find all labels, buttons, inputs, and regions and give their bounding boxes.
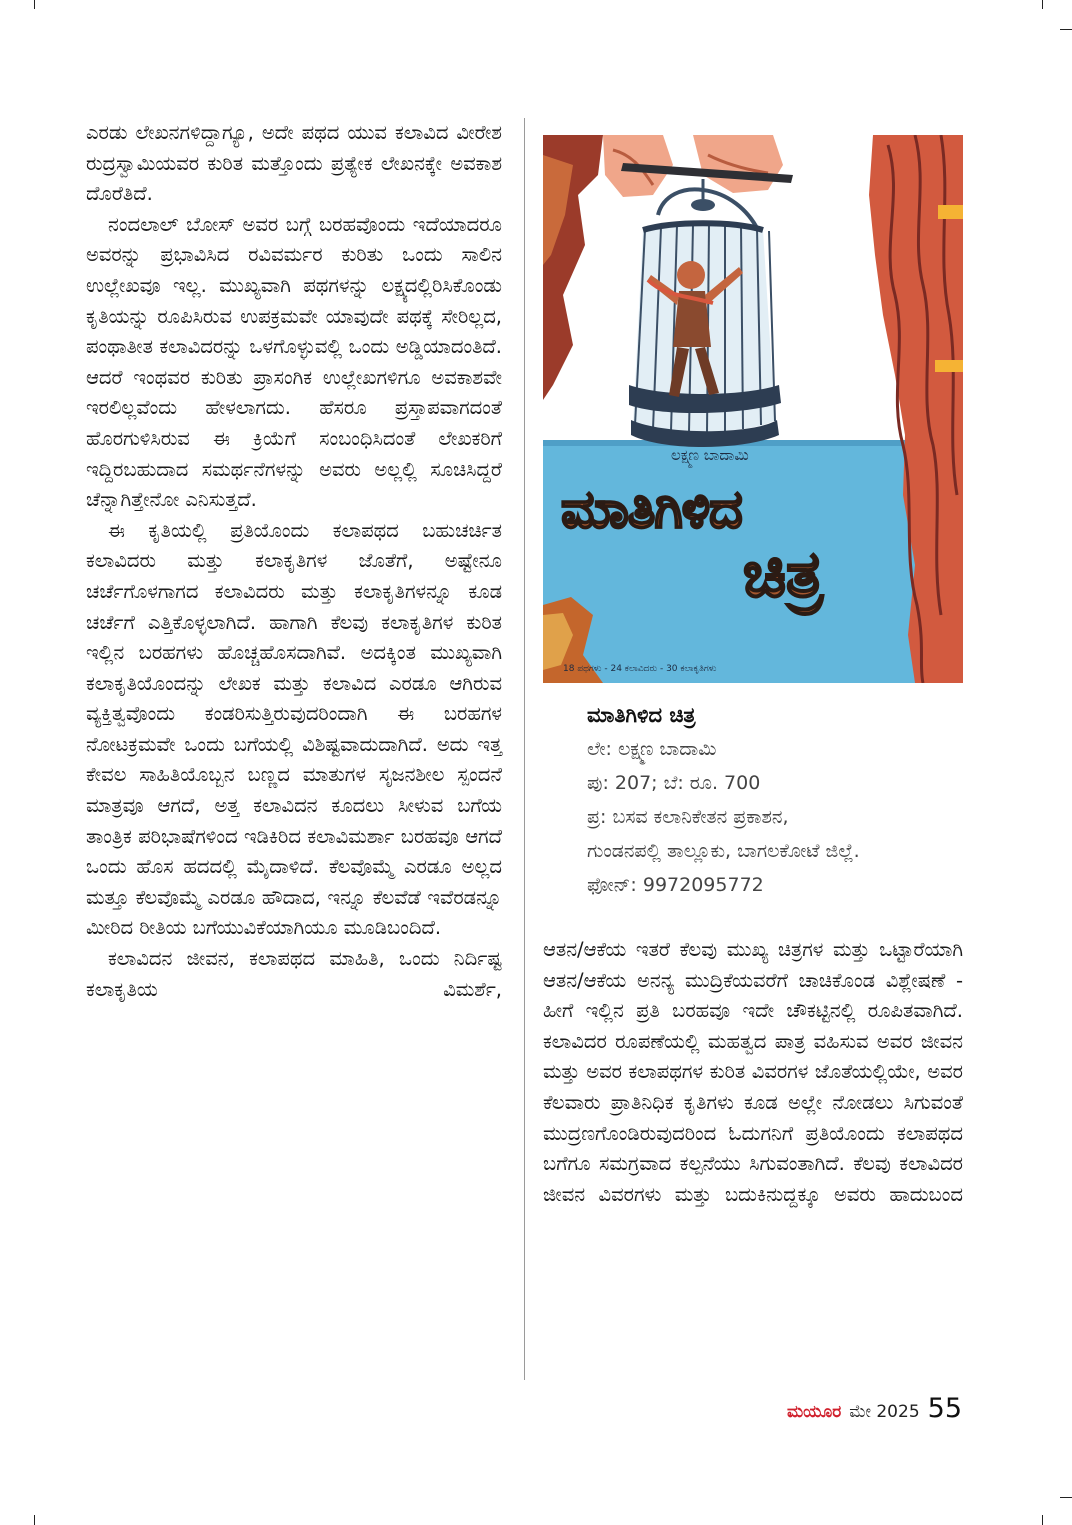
book-author: ಲೇ: ಲಕ್ಷ್ಮಣ ಬಾದಾಮಿ: [587, 738, 717, 760]
book-title: ಮಾತಿಗಿಳಿದ ಚಿತ್ರ: [587, 703, 696, 727]
crop-mark-top-left: [34, 0, 35, 9]
column-divider: [524, 118, 525, 1380]
paragraph: ನಂದಲಾಲ್ ಬೋಸ್ ಅವರ ಬಗ್ಗೆ ಬರಹವೊಂದು ಇದೆಯಾದರೂ ಅವರನ್ನು ಪ್ರಭಾವಿಸಿದ ರವಿವರ್ಮರ ಕುರಿತು ಒಂದು ಸಾಲಿನ ಉಲ್ಲೇಖವೂ ಇಲ್ಲ. ಮುಖ್ಯವಾಗಿ ಪಥಗಳನ್ನು ಲಕ್ಷ್ಯದಲ್ಲಿರಿಸಿಕೊಂಡು ಕೃತಿಯನ್ನು ರೂಪಿಸಿರುವ ಉಪಕ್ರಮವೇ ಯಾವುದೇ ಪಥಕ್ಕೆ ಸೇರಿಲ್ಲದ, ಪಂಥಾತೀತ ಕಲಾವಿದರನ್ನು ಒಳಗೊಳ್ಳುವಲ್ಲಿ ಒಂದು ಅಡ್ಡಿಯಾದಂತಿದೆ. ಆದರೆ ಇಂಥವರ ಕುರಿತು ಪ್ರಾಸಂಗಿಕ ಉಲ್ಲೇಖಗಳಿಗೂ ಅವಕಾಶವೇ ಇರಲಿಲ್ಲವೆಂದು ಹೇಳಲಾಗದು. ಹೆಸರೂ ಪ್ರಸ್ತಾಪವಾಗದಂತೆ ಹೊರಗುಳಿಸಿರುವ ಈ ಕ್ರಿಯೆಗೆ ಸಂಬಂಧಿಸಿದಂತೆ ಲೇಖಕರಿಗೆ ಇದ್ದಿರಬಹುದಾದ ಸಮರ್ಥನೆಗಳನ್ನು ಅವರು ಅಲ್ಲಲ್ಲಿ ಸೂಚಿಸಿದ್ದರೆ ಚೆನ್ನಾಗಿತ್ತೇನೋ ಎನಿಸುತ್ತದೆ.: [86, 212, 502, 512]
crop-mark-bottom-left: [34, 1515, 35, 1525]
book-pages-price: ಪು: 207; ಬೆ: ರೂ. 700: [587, 772, 761, 794]
crop-mark-right-lower: [1060, 1497, 1072, 1498]
book-address: ಗುಂಡನಪಲ್ಲಿ ತಾಲ್ಲೂಕು, ಬಾಗಲಕೋಟೆ ಜಿಲ್ಲೆ.: [587, 840, 860, 862]
book-phone: ಫೋನ್: 9972095772: [587, 874, 764, 896]
article-left-column: [86, 118, 502, 1005]
paragraph: ಆತನ/ಆಕೆಯ ಇತರೆ ಕೆಲವು ಮುಖ್ಯ ಚಿತ್ರಗಳ ಮತ್ತು ಒಟ್ಟಾರೆಯಾಗಿ ಆತನ/ಆಕೆಯ ಅನನ್ಯ ಮುದ್ರಿಕೆಯವರೆಗೆ ಚಾಚಿಕೊಂಡ ವಿಶ್ಲೇಷಣೆ - ಹೀಗೆ ಇಲ್ಲಿನ ಪ್ರತಿ ಬರಹವೂ ಇದೇ ಚೌಕಟ್ಟಿನಲ್ಲಿ ರೂಪಿತವಾಗಿದೆ. ಕಲಾವಿದರ ರೂಪಣೆಯಲ್ಲಿ ಮಹತ್ವದ ಪಾತ್ರ ವಹಿಸುವ ಅವರ ಜೀವನ ಮತ್ತು ಅವರ ಕಲಾಪಥಗಳ ಕುರಿತ ವಿವರಗಳ ಜೊತೆಯಲ್ಲಿಯೇ, ಅವರ ಕೆಲವಾರು ಪ್ರಾತಿನಿಧಿಕ ಕೃತಿಗಳು ಕೂಡ ಅಲ್ಲೇ ನೋಡಲು ಸಿಗುವಂತೆ ಮುದ್ರಣಗೊಂಡಿರುವುದರಿಂದ ಓದುಗನಿಗೆ ಪ್ರತಿಯೊಂದು ಕಲಾಪಥದ ಬಗೆಗೂ ಸಮಗ್ರವಾದ ಕಲ್ಪನೆಯು ಸಿಗುವಂತಾಗಿದೆ. ಕೆಲವು ಕಲಾವಿದರ ಜೀವನ ವಿವರಗಳು ಮತ್ತು ಬದುಕಿನುದ್ದಕ್ಕೂ ಅವರು ಹಾದುಬಂದ: [543, 938, 963, 1206]
paragraph: ಎರಡು ಲೇಖನಗಳಿದ್ದಾಗ್ಯೂ, ಅದೇ ಪಥದ ಯುವ ಕಲಾವಿದ ವೀರೇಶ ರುದ್ರಸ್ವಾಮಿಯವರ ಕುರಿತ ಮತ್ತೊಂದು ಪ್ರತ್ಯೇಕ ಲೇಖನಕ್ಕೇ ಅವಕಾಶ ದೊರೆತಿದೆ.: [86, 121, 502, 206]
paragraph: ಈ ಕೃತಿಯಲ್ಲಿ ಪ್ರತಿಯೊಂದು ಕಲಾಪಥದ ಬಹುಚರ್ಚಿತ ಕಲಾವಿದರು ಮತ್ತು ಕಲಾಕೃತಿಗಳ ಜೊತೆಗೆ, ಅಷ್ಟೇನೂ ಚರ್ಚೆಗೊಳಗಾಗದ ಕಲಾವಿದರು ಮತ್ತು ಕಲಾಕೃತಿಗಳನ್ನೂ ಕೂಡ ಚರ್ಚೆಗೆ ಎತ್ತಿಕೊಳ್ಳಲಾಗಿದೆ. ಹಾಗಾಗಿ ಕೆಲವು ಕಲಾಕೃತಿಗಳ ಕುರಿತ ಇಲ್ಲಿನ ಬರಹಗಳು ಹೊಚ್ಚಹೊಸದಾಗಿವೆ. ಅದಕ್ಕಿಂತ ಮುಖ್ಯವಾಗಿ ಕಲಾಕೃತಿಯೊಂದನ್ನು ಲೇಖಕ ಮತ್ತು ಕಲಾವಿದ ಎರಡೂ ಆಗಿರುವ ವ್ಯಕ್ತಿತ್ವವೊಂದು ಕಂಡರಿಸುತ್ತಿರುವುದರಿಂದಾಗಿ ಈ ಬರಹಗಳ ನೋಟಕ್ರಮವೇ ಒಂದು ಬಗೆಯಲ್ಲಿ ವಿಶಿಷ್ಟವಾದುದಾಗಿದೆ. ಅದು ಇತ್ತ ಕೇವಲ ಸಾಹಿತಿಯೊಬ್ಬನ ಬಣ್ಣದ ಮಾತುಗಳ ಸೃಜನಶೀಲ ಸ್ಪಂದನೆ ಮಾತ್ರವೂ ಆಗದೆ, ಅತ್ತ ಕಲಾವಿದನ ಕೂದಲು ಸೀಳುವ ಬಗೆಯ ತಾಂತ್ರಿಕ ಪರಿಭಾಷೆಗಳಿಂದ ಇಡಿಕಿರಿದ ಕಲಾವಿಮರ್ಶಾ ಬರಹವೂ ಆಗದೆ ಒಂದು ಹೊಸ ಹದದಲ್ಲಿ ಮೈದಾಳಿದೆ. ಕೆಲವೊಮ್ಮೆ ಎರಡೂ ಅಲ್ಲದ ಮತ್ತೂ ಕೆಲವೊಮ್ಮೆ ಎರಡೂ ಹೌದಾದ, ಇನ್ನೂ ಕೆಲವೆಡೆ ಇವೆರಡನ್ನೂ ಮೀರಿದ ರೀತಿಯ ಬಗೆಯುವಿಕೆಯಾಗಿಯೂ ಮೂಡಿಬಂದಿದೆ.: [86, 518, 502, 940]
cover-title-block: [543, 480, 963, 610]
crop-mark-bottom-right: [1042, 1515, 1043, 1525]
book-publisher: ಪ್ರ: ಬಸವ ಕಲಾನಿಕೇತನ ಪ್ರಕಾಶನ,: [587, 806, 789, 828]
book-details: [587, 700, 987, 902]
crop-mark-right-upper: [1060, 29, 1072, 30]
cover-tagline: 18 ಪಥಗಳು - 24 ಕಲಾವಿದರು - 30 ಕಲಾಕೃತಿಗಳು: [563, 664, 717, 674]
cover-title-word-2: ಚಿತ್ರ: [743, 538, 823, 612]
paragraph: ಕಲಾವಿದನ ಜೀವನ, ಕಲಾಪಥದ ಮಾಹಿತಿ, ಒಂದು ನಿರ್ದಿಷ್ಟ ಕಲಾಕೃತಿಯ ವಿಮರ್ಶೆ,: [86, 947, 502, 1001]
magazine-logo: ಮಯೂರ: [787, 1402, 842, 1422]
page-footer: [787, 1393, 962, 1427]
crop-mark-top-right: [1042, 0, 1043, 9]
cover-author: ಲಕ್ಷ್ಮಣ ಬಾದಾಮಿ: [671, 446, 749, 464]
article-right-column: [543, 935, 963, 1210]
book-cover-image: [543, 135, 963, 683]
page-number: 55: [927, 1393, 962, 1424]
issue-month-year: ಮೇ 2025: [849, 1402, 920, 1422]
cover-title-word-1: ಮಾತಿಗಿಳಿದ: [561, 480, 742, 540]
